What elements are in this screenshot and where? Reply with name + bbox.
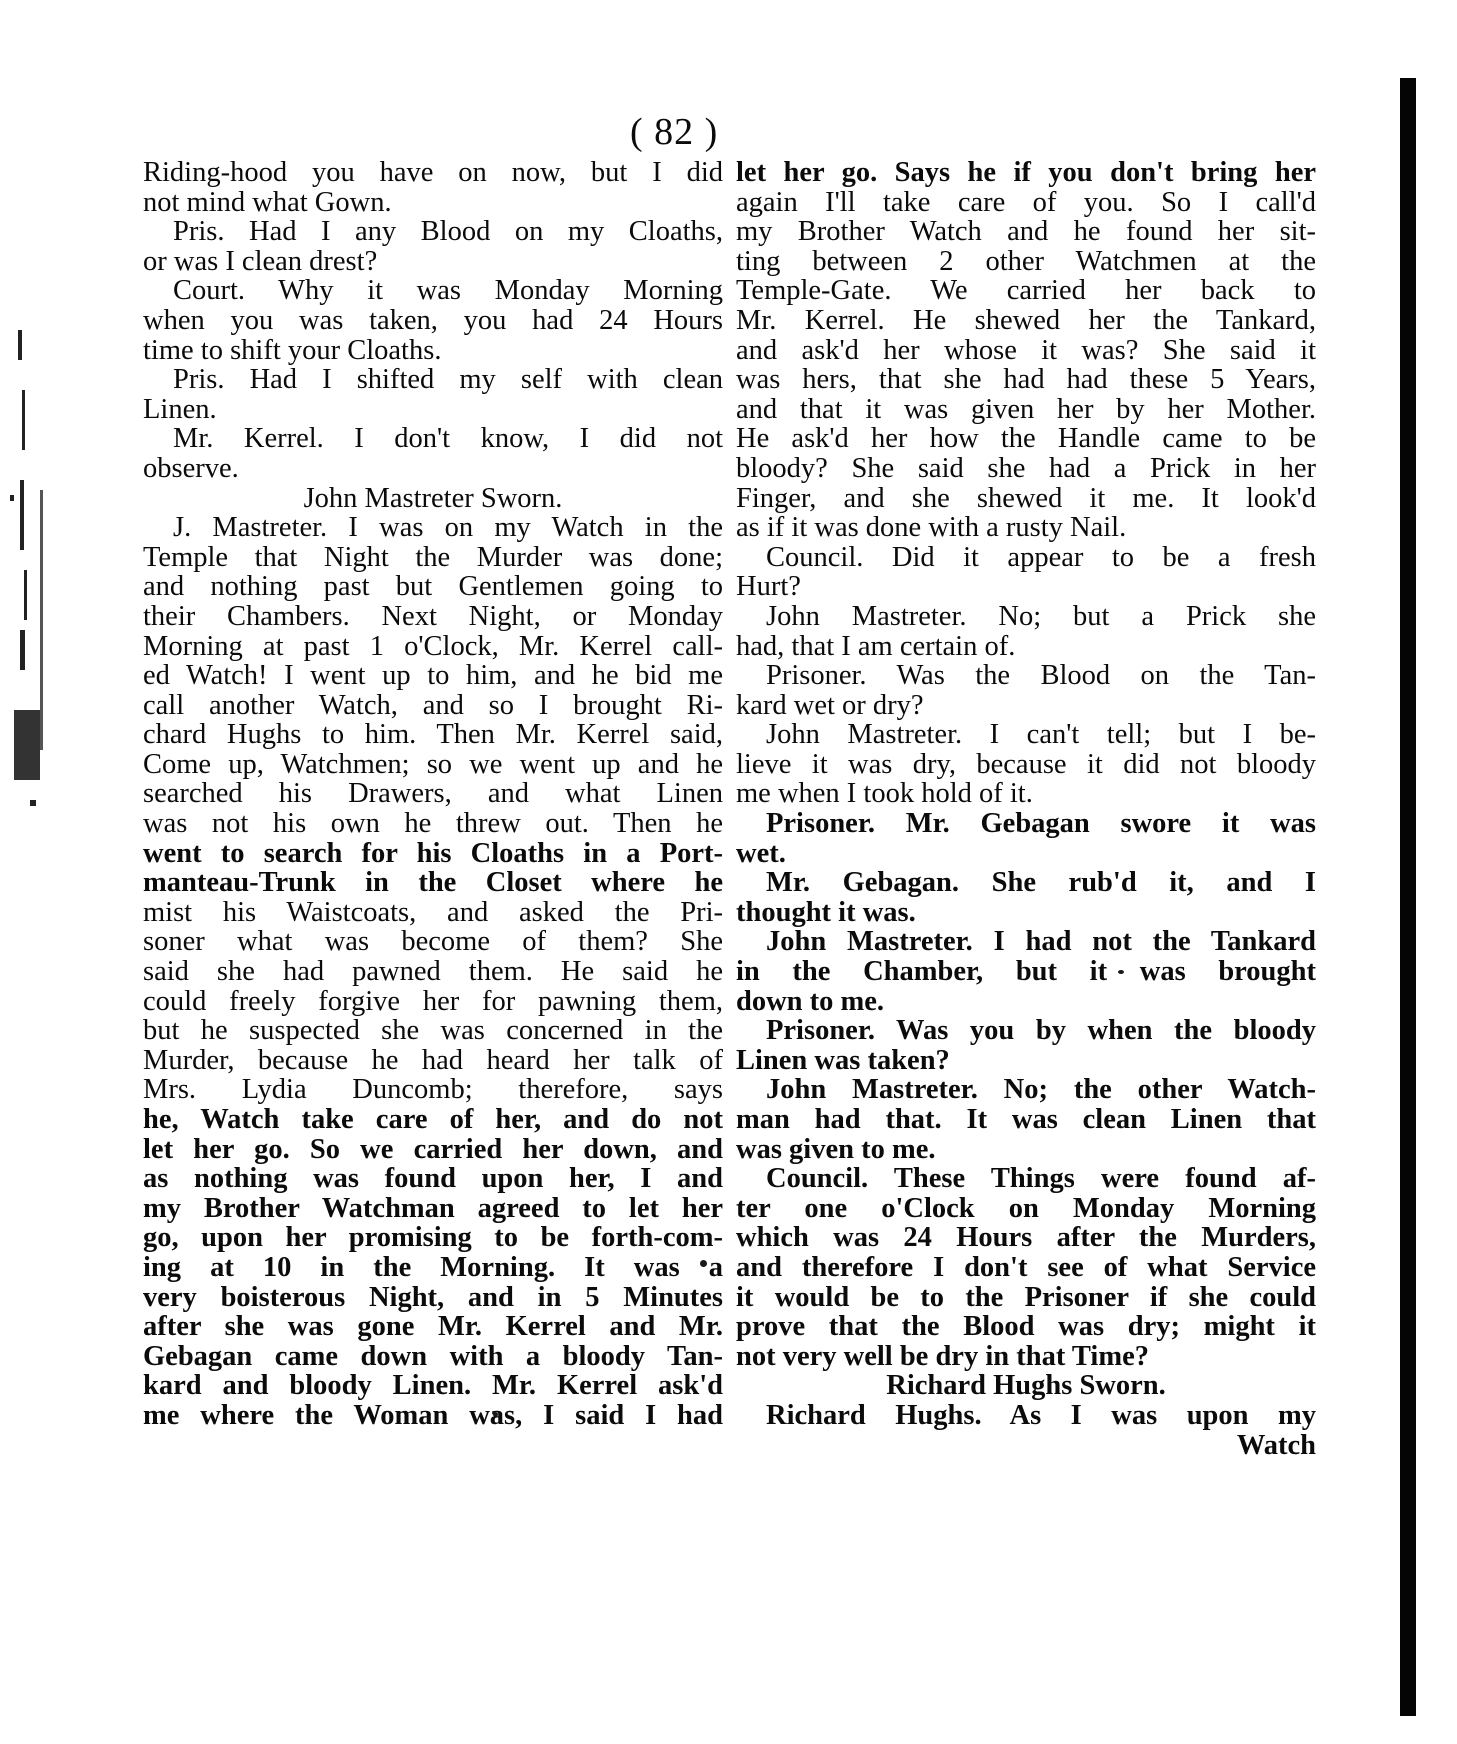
text-line: Mrs. Lydia Duncomb; therefore, says xyxy=(143,1074,723,1106)
text-line: and ask'd her whose it was? She said it xyxy=(736,334,1316,366)
text-line: and therefore I don't see of what Service xyxy=(736,1251,1316,1283)
text-line: manteau-Trunk in the Closet where he xyxy=(143,867,723,899)
text-line: Watch xyxy=(1236,1429,1316,1461)
text-line: not mind what Gown. xyxy=(143,186,392,218)
text-line: wet. xyxy=(736,837,786,869)
text-line: Riding-hood you have on now, but I did xyxy=(143,157,723,188)
text-line: Pris. Had I shifted my self with clean xyxy=(173,364,723,396)
text-line: which was 24 Hours after the Murders, xyxy=(736,1222,1316,1254)
text-line: my Brother Watchman agreed to let her xyxy=(143,1192,723,1224)
text-line: he, Watch take care of her, and do not xyxy=(143,1104,723,1135)
text-line: Come up, Watchmen; so we went up and he xyxy=(143,748,723,780)
text-line: was not his own he threw out. Then he xyxy=(143,808,723,840)
text-line: Mr. Kerrel. He shewed her the Tankard, xyxy=(736,304,1316,336)
text-line: but he suspected she was concerned in the xyxy=(143,1015,723,1047)
text-line: prove that the Blood was dry; might it xyxy=(736,1311,1316,1343)
text-line: bloody? She said she had a Prick in her xyxy=(736,452,1316,484)
text-line: let her go. Says he if you don't bring her xyxy=(736,157,1316,188)
text-line: Mr. Kerrel. I don't know, I did not xyxy=(173,423,723,455)
text-line: and nothing past but Gentlemen going to xyxy=(143,571,723,603)
text-line: again I'll take care of you. So I call'd xyxy=(736,186,1316,218)
text-line: Council. Did it appear to be a fresh xyxy=(766,541,1316,573)
text-line: John Mastreter. No; but a Prick she xyxy=(766,600,1316,632)
right-column xyxy=(736,158,1316,1460)
text-line: Finger, and she shewed it me. It look'd xyxy=(736,482,1316,514)
text-line: down to me. xyxy=(736,985,885,1017)
text-line: was given to me. xyxy=(736,1133,936,1165)
text-line: Linen was taken? xyxy=(736,1044,950,1076)
text-line: He ask'd her how the Handle came to be xyxy=(736,423,1316,455)
text-line: John Mastreter. No; the other Watch- xyxy=(766,1074,1316,1106)
text-line: lieve it was dry, because it did not bloody xyxy=(736,748,1316,780)
text-line: had, that I am certain of. xyxy=(736,630,1016,662)
scan-margin-noise xyxy=(0,150,60,1550)
text-line: very boisterous Night, and in 5 Minutes xyxy=(143,1281,723,1313)
text-line: said she had pawned them. He said he xyxy=(143,956,723,988)
text-line: my Brother Watch and he found her sit- xyxy=(736,216,1316,248)
text-line: could freely forgive her for pawning them, xyxy=(143,985,723,1017)
text-line: Richard Hughs Sworn. xyxy=(886,1370,1166,1402)
text-line: J. Mastreter. I was on my Watch in the xyxy=(173,512,723,544)
text-line: chard Hughs to him. Then Mr. Kerrel said, xyxy=(143,719,723,751)
text-line: not very well be dry in that Time? xyxy=(736,1340,1149,1372)
text-line: Murder, because he had heard her talk of xyxy=(143,1044,723,1076)
text-line: it would be to the Prisoner if she could xyxy=(736,1281,1316,1313)
text-line: was hers, that she had had these 5 Years, xyxy=(736,364,1316,396)
text-line: ting between 2 other Watchmen at the xyxy=(736,245,1316,277)
text-line: time to shift your Cloaths. xyxy=(143,334,442,366)
text-line: Prisoner. Was you by when the bloody xyxy=(766,1015,1316,1047)
text-line: Gebagan came down with a bloody Tan- xyxy=(143,1340,723,1372)
text-line: Pris. Had I any Blood on my Cloaths, xyxy=(173,216,723,248)
text-line: their Chambers. Next Night, or Monday xyxy=(143,600,723,632)
text-line: kard wet or dry? xyxy=(736,689,924,721)
text-line: man had that. It was clean Linen that xyxy=(736,1104,1316,1135)
text-line: go, upon her promising to be forth-com- xyxy=(143,1222,723,1254)
text-line: soner what was become of them? She xyxy=(143,926,723,958)
text-line: me where the Woman was, I said I had xyxy=(143,1399,723,1431)
text-line: Mr. Gebagan. She rub'd it, and I xyxy=(766,867,1316,899)
text-line: John Mastreter. I had not the Tankard xyxy=(766,926,1316,958)
text-line: Prisoner. Mr. Gebagan swore it was xyxy=(766,808,1316,840)
text-line: Temple-Gate. We carried her back to xyxy=(736,275,1316,307)
scan-edge-bar xyxy=(1400,78,1416,1716)
text-line: observe. xyxy=(143,452,239,484)
text-line: in the Chamber, but it was brought xyxy=(736,956,1316,988)
text-line: went to search for his Cloaths in a Port- xyxy=(143,837,723,869)
text-line: Linen. xyxy=(143,393,217,425)
text-line: searched his Drawers, and what Linen xyxy=(143,778,723,810)
text-line: Temple that Night the Murder was done; xyxy=(143,541,723,573)
text-line: ed Watch! I went up to him, and he bid me xyxy=(143,660,723,692)
text-line: as if it was done with a rusty Nail. xyxy=(736,512,1127,544)
text-line: ing at 10 in the Morning. It was a xyxy=(143,1251,723,1283)
text-line: Morning at past 1 o'Clock, Mr. Kerrel call- xyxy=(143,630,723,662)
text-line: Richard Hughs. As I was upon my xyxy=(766,1399,1316,1431)
text-line: when you was taken, you had 24 Hours xyxy=(143,304,723,336)
text-line: and that it was given her by her Mother. xyxy=(736,393,1316,425)
text-line: let her go. So we carried her down, and xyxy=(143,1133,723,1165)
text-line: John Mastreter Sworn. xyxy=(303,482,563,514)
page-number: ( 82 ) xyxy=(630,111,719,153)
text-line: call another Watch, and so I brought Ri- xyxy=(143,689,723,721)
text-line: after she was gone Mr. Kerrel and Mr. xyxy=(143,1311,723,1343)
text-line: Prisoner. Was the Blood on the Tan- xyxy=(766,660,1316,692)
text-line: or was I clean drest? xyxy=(143,245,378,277)
text-line: John Mastreter. I can't tell; but I be- xyxy=(766,719,1316,751)
text-line: Council. These Things were found af- xyxy=(766,1163,1316,1195)
text-line: kard and bloody Linen. Mr. Kerrel ask'd xyxy=(143,1370,723,1402)
text-line: as nothing was found upon her, I and xyxy=(143,1163,723,1195)
text-line: mist his Waistcoats, and asked the Pri- xyxy=(143,896,723,928)
text-line: me when I took hold of it. xyxy=(736,778,1033,810)
text-line: Hurt? xyxy=(736,571,801,603)
text-line: thought it was. xyxy=(736,896,916,928)
text-line: Court. Why it was Monday Morning xyxy=(173,275,723,307)
left-column xyxy=(143,158,723,1431)
text-line: ter one o'Clock on Monday Morning xyxy=(736,1192,1316,1224)
